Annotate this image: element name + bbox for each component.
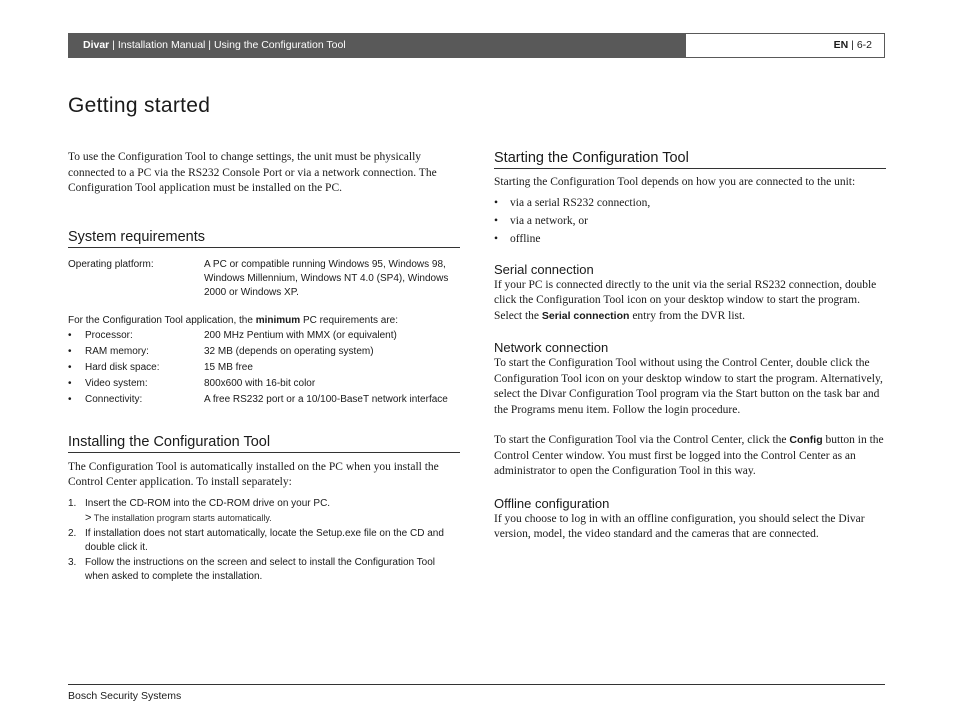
intro-paragraph: To use the Configuration Tool to change settings, the unit must be physically connected to a PC via the RS232 Console Port or via a network connection. The Configuration Tool application must be installed on the PC. bbox=[68, 151, 437, 194]
serial-heading: Serial connection bbox=[494, 261, 594, 277]
network-heading: Network connection bbox=[494, 340, 609, 355]
platform-value: A PC or compatible running Windows 95, Windows 98, Windows Millennium, Windows NT 4.0 (SP4), Windows 2000 or Windows XP. bbox=[204, 258, 449, 298]
list-item bbox=[494, 194, 886, 212]
page-header bbox=[68, 33, 885, 58]
header-manual: Installation Manual bbox=[117, 39, 206, 51]
list-item bbox=[494, 212, 886, 230]
header-page-number bbox=[686, 33, 885, 58]
installing-heading: Installing the Configuration Tool bbox=[68, 434, 460, 453]
list-item bbox=[68, 328, 460, 344]
starting-heading: Starting the Configuration Tool bbox=[494, 150, 886, 169]
list-item bbox=[68, 527, 460, 555]
list-item bbox=[494, 230, 886, 248]
serial-paragraph bbox=[494, 278, 886, 325]
min-bold: minimum bbox=[255, 314, 301, 326]
connection-option: via a serial RS232 connection, bbox=[510, 196, 651, 209]
min-post: PC requirements are: bbox=[300, 314, 398, 326]
header-language: EN bbox=[833, 39, 849, 51]
req-label: RAM memory: bbox=[85, 345, 149, 357]
req-label: Video system: bbox=[85, 377, 148, 389]
bullet: • bbox=[68, 361, 72, 373]
header-product: Divar bbox=[83, 39, 110, 51]
list-item bbox=[68, 392, 460, 408]
offline-paragraph: If you choose to log in with an offline configuration, you should select the Divar version, model, the video standard and the cameras that are connected. bbox=[494, 512, 865, 540]
req-label: Processor: bbox=[85, 329, 133, 341]
step-note: The installation program starts automatically. bbox=[91, 512, 272, 523]
install-steps bbox=[68, 497, 460, 584]
system-requirements-heading: System requirements bbox=[68, 229, 460, 248]
header-breadcrumb bbox=[68, 33, 686, 58]
connection-option: offline bbox=[510, 232, 541, 245]
req-label: Hard disk space: bbox=[85, 361, 160, 373]
req-value: 200 MHz Pentium with MMX (or equivalent) bbox=[204, 329, 397, 341]
step-number: 3. bbox=[68, 556, 77, 568]
step-text: Follow the instructions on the screen and select to install the Configuration Tool when asked to complete the installation. bbox=[85, 556, 436, 582]
header-separator: | bbox=[109, 39, 118, 51]
bullet: • bbox=[68, 329, 72, 341]
platform-label: Operating platform: bbox=[68, 258, 154, 270]
req-value: A free RS232 port or a 10/100-BaseT network interface bbox=[204, 393, 448, 405]
step-number: 1. bbox=[68, 497, 77, 509]
list-item bbox=[68, 360, 460, 376]
list-item bbox=[68, 556, 460, 584]
left-column bbox=[68, 150, 460, 585]
bullet: • bbox=[68, 377, 72, 389]
bullet: • bbox=[494, 232, 499, 245]
min-pre: For the Configuration Tool application, the bbox=[68, 314, 256, 326]
step-text bbox=[85, 497, 460, 526]
starting-paragraph: Starting the Configuration Tool depends on how you are connected to the unit: bbox=[494, 176, 856, 188]
list-item bbox=[68, 344, 460, 360]
list-item bbox=[68, 497, 460, 526]
serial-bold: Serial connection bbox=[541, 309, 630, 322]
network-paragraph-2 bbox=[494, 433, 886, 480]
serial-pre: If your PC is connected directly to the unit via the serial RS232 connection, double click the Configuration Tool icon on your desktop window to start the program. Select the bbox=[494, 278, 877, 322]
network-paragraph-1: To start the Configuration Tool without using the Control Center, double click the Configuration Tool icon on your desktop window to start the program. Alternatively, select the Divar Configuration Tool program via the Start button on the task bar and the Programs menu item. Follow the login procedure. bbox=[494, 357, 883, 416]
right-column bbox=[494, 150, 886, 543]
network-pre: To start the Configuration Tool via the Control Center, click the bbox=[494, 434, 790, 446]
note-marker: > bbox=[85, 511, 92, 524]
requirements-list bbox=[68, 328, 460, 408]
serial-post: entry from the DVR list. bbox=[629, 309, 746, 322]
step-number: 2. bbox=[68, 527, 77, 539]
header-chapter: Using the Configuration Tool bbox=[213, 39, 346, 51]
network-bold: Config bbox=[789, 434, 823, 446]
min-requirements-intro bbox=[68, 314, 460, 328]
list-item bbox=[68, 376, 460, 392]
step-main: Insert the CD-ROM into the CD-ROM drive on your PC. bbox=[85, 497, 331, 509]
header-separator: | bbox=[848, 39, 857, 51]
footer-company: Bosch Security Systems bbox=[68, 690, 182, 702]
platform-row bbox=[68, 258, 460, 300]
req-value: 15 MB free bbox=[204, 361, 253, 373]
header-page: 6-2 bbox=[856, 39, 872, 51]
connection-list bbox=[494, 194, 886, 248]
req-value: 800x600 with 16-bit color bbox=[204, 377, 316, 389]
bullet: • bbox=[494, 214, 499, 227]
req-value: 32 MB (depends on operating system) bbox=[204, 345, 374, 357]
connection-option: via a network, or bbox=[510, 214, 588, 227]
step-text: If installation does not start automatically, locate the Setup.exe file on the CD and double click it. bbox=[85, 527, 444, 553]
bullet: • bbox=[68, 393, 72, 405]
header-separator: | bbox=[205, 39, 214, 51]
bullet: • bbox=[68, 345, 72, 357]
footer-divider bbox=[68, 684, 885, 685]
page-title: Getting started bbox=[68, 94, 211, 117]
req-label: Connectivity: bbox=[85, 393, 143, 405]
installing-paragraph: The Configuration Tool is automatically installed on the PC when you install the Control Center application. To install separately: bbox=[68, 460, 439, 488]
offline-heading: Offline configuration bbox=[494, 495, 610, 511]
bullet: • bbox=[494, 196, 499, 209]
network-post: button in the Control Center window. You must first be logged into the Control Center as an administrator to open the Configuration Tool in this way. bbox=[494, 434, 884, 477]
